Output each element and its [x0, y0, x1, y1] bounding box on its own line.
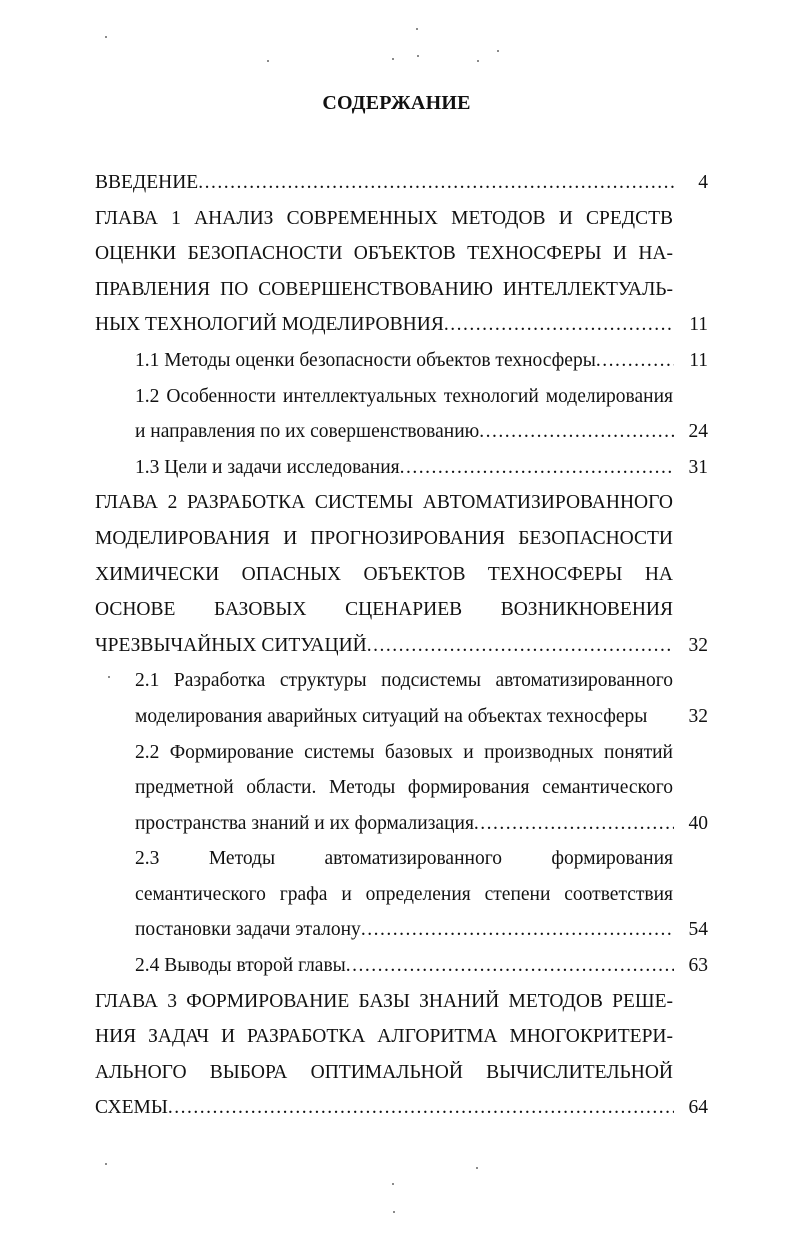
toc-entry-line: АЛЬНОГО ВЫБОРА ОПТИМАЛЬНОЙ ВЫЧИСЛИТЕЛЬНОЙ [95, 1061, 673, 1083]
toc-page-number: 32 [688, 705, 708, 727]
toc-entry-line: ПРАВЛЕНИЯ ПО СОВЕРШЕНСТВОВАНИЮ ИНТЕЛЛЕКТУАЛЬ- [95, 278, 673, 300]
toc-entry-title: ЧРЕЗВЫЧАЙНЫХ СИТУАЦИЙ [95, 634, 367, 656]
toc-entry-line: ГЛАВА 3 ФОРМИРОВАНИЕ БАЗЫ ЗНАНИЙ МЕТОДОВ РЕШЕ- [95, 990, 673, 1012]
toc-page-number: 54 [688, 919, 708, 941]
scan-speck [393, 1211, 395, 1213]
toc-page-number: 63 [688, 955, 708, 977]
toc-entry-line: предметной области. Методы формирования семантического [135, 777, 673, 799]
toc-entry-section-2-2[interactable] [95, 735, 708, 842]
toc-entry-introduction[interactable] [95, 165, 708, 201]
scan-speck [416, 28, 418, 30]
toc-entry-title: пространства знаний и их формализация [135, 812, 474, 834]
toc-entry-chapter-2[interactable] [95, 485, 708, 663]
toc-entry-chapter-1[interactable] [95, 201, 708, 343]
toc-entry-last-line [95, 699, 708, 735]
scan-speck [105, 1163, 107, 1165]
toc-page-number: 64 [688, 1097, 708, 1119]
toc-entry-title: 1.1 Методы оценки безопасности объектов техносферы [135, 349, 596, 371]
dot-leader [168, 1090, 674, 1126]
toc-entry-line: 2.3 Методы автоматизированного формирования [135, 848, 673, 870]
toc-page-number: 11 [689, 349, 708, 371]
toc-entry-chapter-3[interactable] [95, 984, 708, 1126]
toc-entry-last-line [95, 307, 708, 343]
toc-page-number: 31 [688, 456, 708, 478]
toc-entry-section-2-1[interactable] [95, 663, 708, 734]
toc-entry-section-2-4[interactable] [95, 948, 708, 984]
table-of-contents [95, 165, 708, 1126]
toc-entry-line: семантического графа и определения степени соответствия [135, 883, 673, 905]
toc-entry-title: и направления по их совершенствованию [135, 421, 480, 443]
scan-speck [392, 58, 394, 60]
scan-speck [497, 50, 499, 52]
dot-leader [198, 165, 674, 201]
dot-leader [444, 307, 674, 343]
toc-entry-title: НЫХ ТЕХНОЛОГИЙ МОДЕЛИРОВНИЯ [95, 314, 444, 336]
scan-speck [108, 676, 110, 678]
toc-page-number: 40 [688, 812, 708, 834]
toc-entry-title: моделирования аварийных ситуаций на объектах техносферы [135, 705, 648, 727]
toc-entry-line: ГЛАВА 2 РАЗРАБОТКА СИСТЕМЫ АВТОМАТИЗИРОВАННОГО [95, 492, 673, 514]
toc-entry-line: ГЛАВА 1 АНАЛИЗ СОВРЕМЕННЫХ МЕТОДОВ И СРЕДСТВ [95, 207, 673, 229]
dot-leader [400, 450, 674, 486]
toc-entry-last-line [95, 806, 708, 842]
scan-speck [477, 60, 479, 62]
scan-speck [417, 55, 419, 57]
toc-entry-section-1-1[interactable] [95, 343, 708, 379]
toc-entry-title: СХЕМЫ [95, 1097, 168, 1119]
toc-page-number: 32 [688, 634, 708, 656]
scan-speck [476, 1167, 478, 1169]
toc-entry-section-2-3[interactable] [95, 841, 708, 948]
toc-entry-line: ОЦЕНКИ БЕЗОПАСНОСТИ ОБЪЕКТОВ ТЕХНОСФЕРЫ И НА- [95, 243, 673, 265]
dot-leader [361, 912, 674, 948]
page-title: СОДЕРЖАНИЕ [322, 92, 471, 114]
toc-entry-section-1-2[interactable] [95, 379, 708, 450]
dot-leader [596, 343, 674, 379]
scan-speck [392, 1183, 394, 1185]
toc-entry-title: 2.4 Выводы второй главы [135, 955, 346, 977]
toc-page-number: 11 [689, 314, 708, 336]
toc-entry-line: НИЯ ЗАДАЧ И РАЗРАБОТКА АЛГОРИТМА МНОГОКРИТЕРИ- [95, 1026, 673, 1048]
toc-entry-title: постановки задачи эталону [135, 919, 361, 941]
toc-entry-last-line [95, 1090, 708, 1126]
toc-entry-last-line [95, 414, 708, 450]
dot-leader [474, 806, 674, 842]
toc-page-number: 4 [698, 172, 708, 193]
toc-entry-last-line [95, 628, 708, 664]
toc-entry-section-1-3[interactable] [95, 450, 708, 486]
dot-leader [367, 628, 674, 664]
dot-leader [479, 414, 674, 450]
toc-entry-line: МОДЕЛИРОВАНИЯ И ПРОГНОЗИРОВАНИЯ БЕЗОПАСНОСТИ [95, 527, 673, 549]
toc-entry-title: ВВЕДЕНИЕ [95, 172, 199, 193]
dot-leader [346, 948, 674, 984]
scan-speck [105, 36, 107, 38]
toc-entry-line: ОСНОВЕ БАЗОВЫХ СЦЕНАРИЕВ ВОЗНИКНОВЕНИЯ [95, 599, 673, 621]
toc-page-number: 24 [688, 421, 708, 443]
toc-entry-title: 1.3 Цели и задачи исследования [135, 456, 400, 478]
toc-entry-line: 2.2 Формирование системы базовых и производных понятий [135, 741, 673, 763]
toc-entry-last-line [95, 912, 708, 948]
scan-speck [267, 60, 269, 62]
toc-entry-line: 2.1 Разработка структуры подсистемы автоматизированного [135, 670, 673, 692]
toc-entry-line: 1.2 Особенности интеллектуальных технологий моделирования [135, 385, 673, 407]
toc-entry-line: ХИМИЧЕСКИ ОПАСНЫХ ОБЪЕКТОВ ТЕХНОСФЕРЫ НА [95, 563, 673, 585]
